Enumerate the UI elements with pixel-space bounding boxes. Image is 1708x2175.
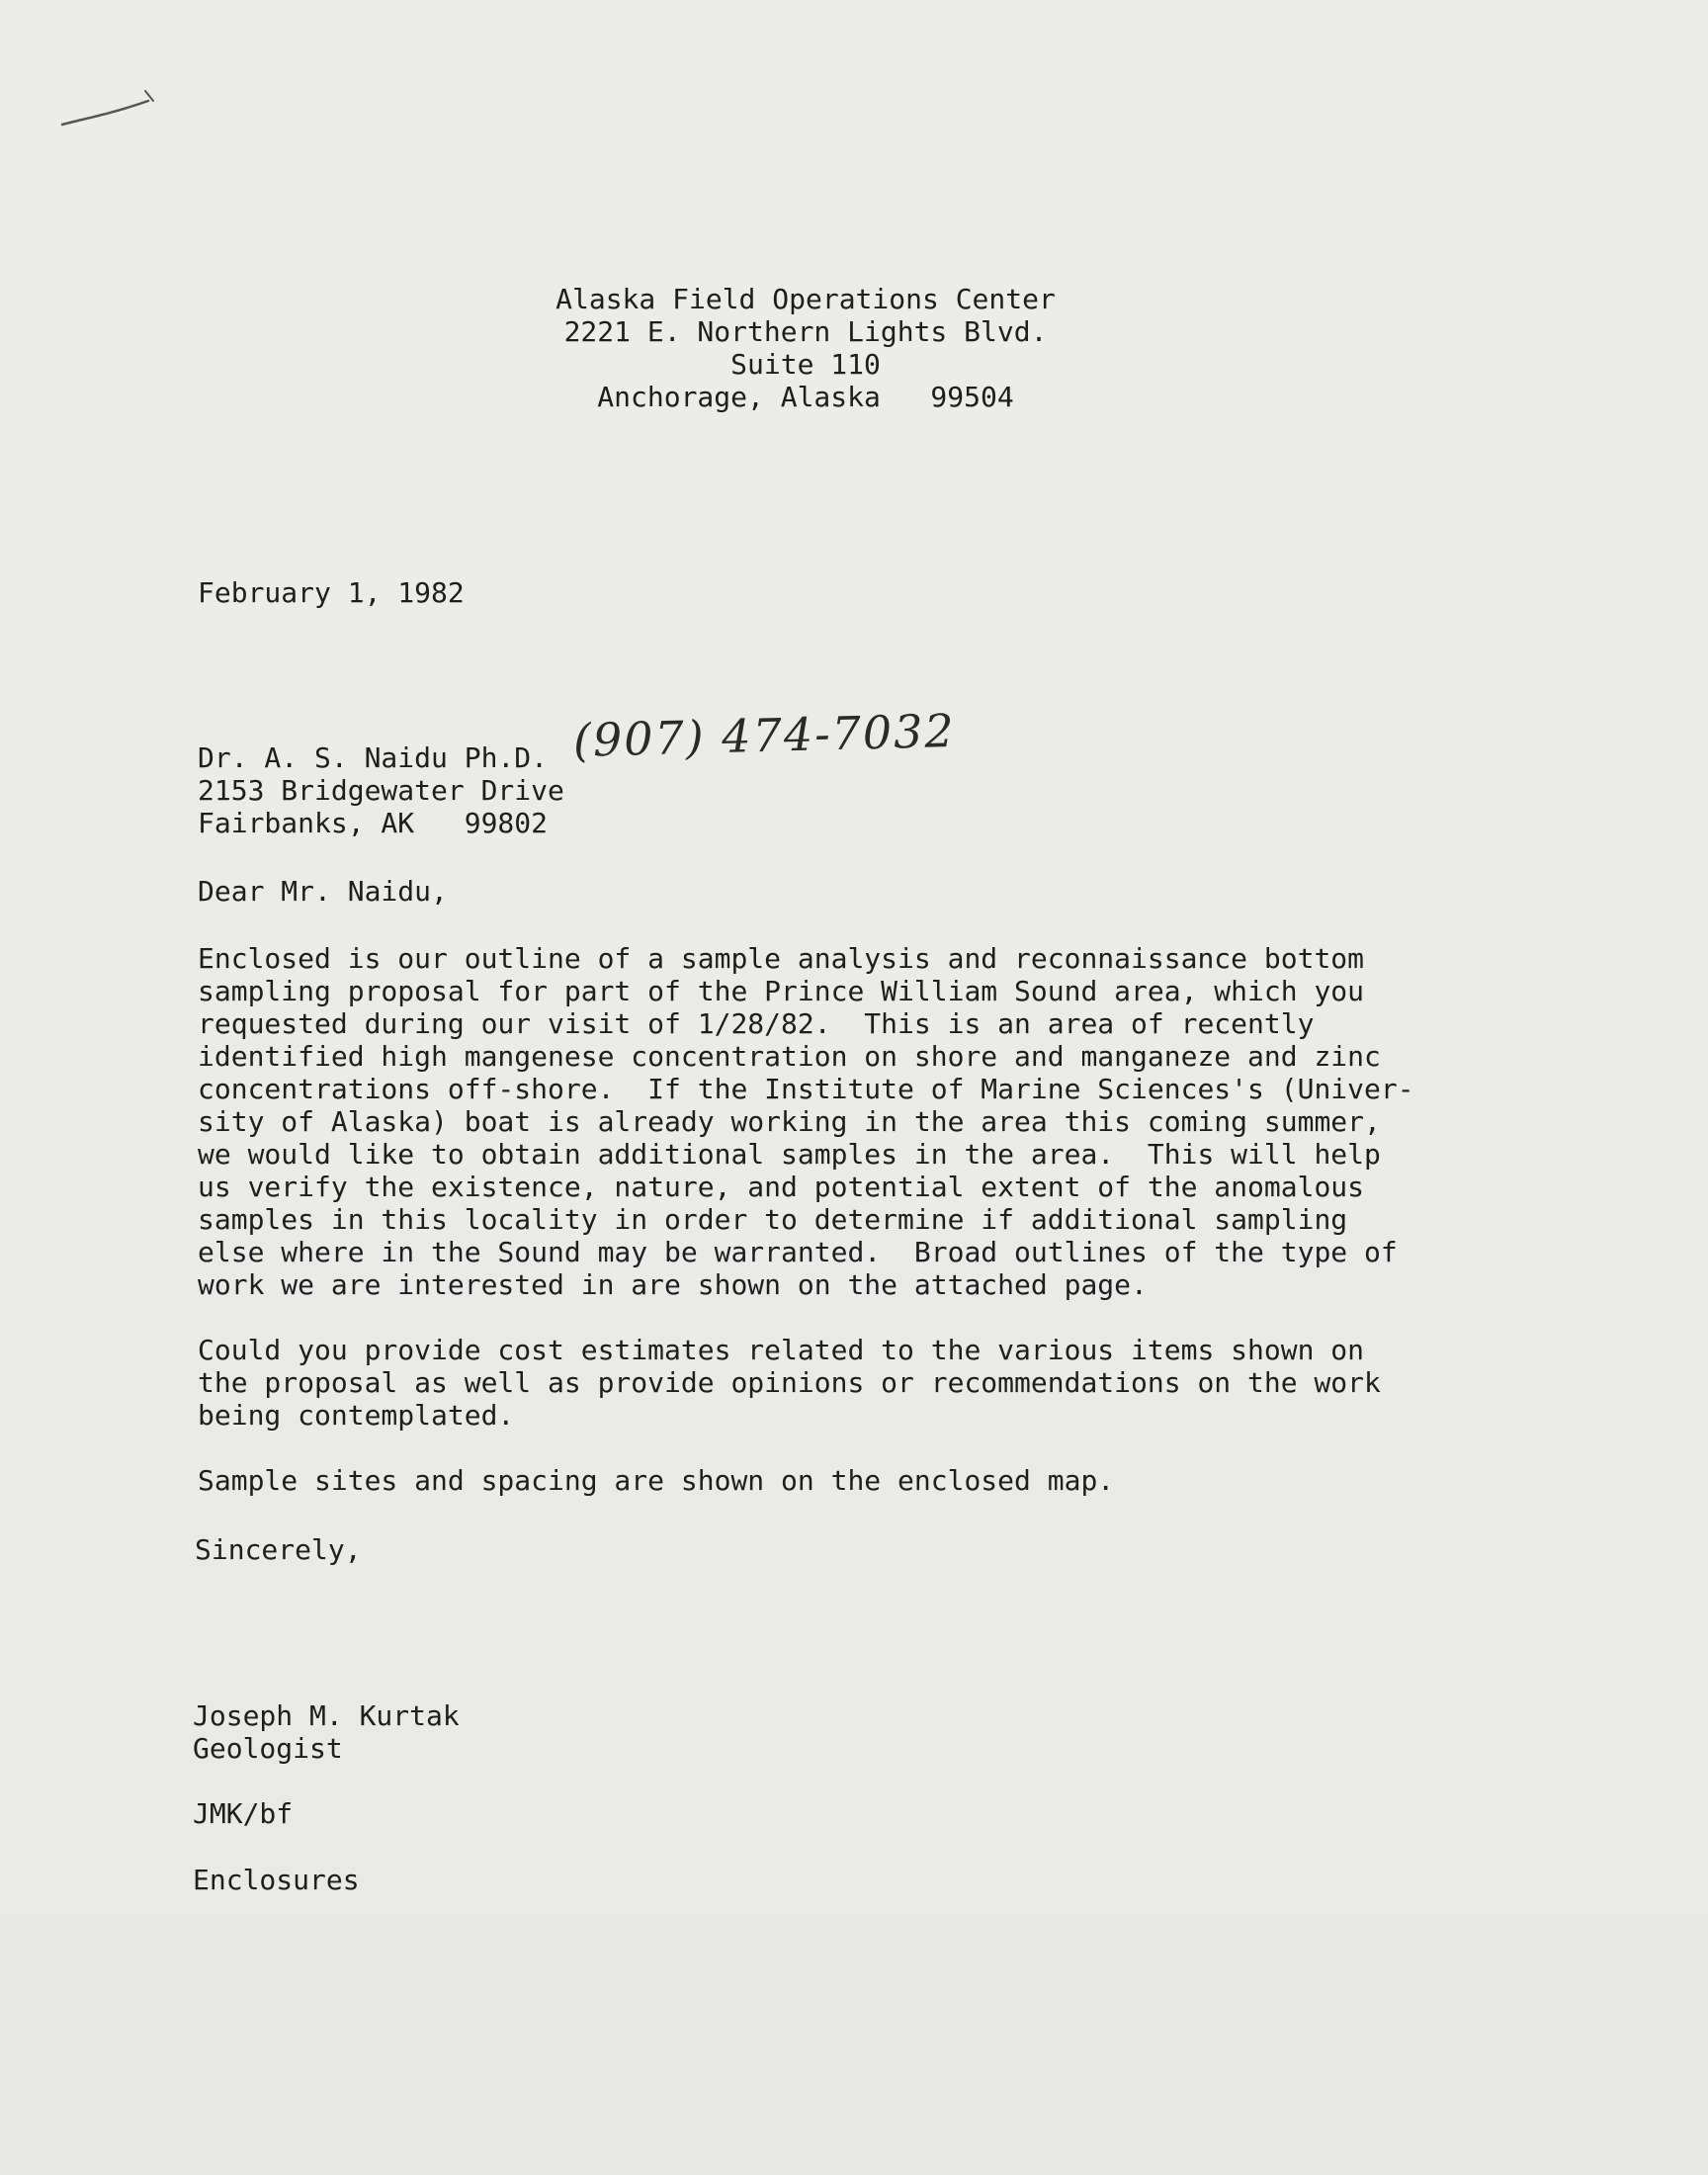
- signer-title: Geologist: [193, 1732, 343, 1765]
- body-paragraph-3: [198, 1464, 1483, 1497]
- body-line: Enclosed is our outline of a sample analysis and reconnaissance bottom: [198, 942, 1365, 975]
- initials-text: JMK/bf: [193, 1797, 294, 1830]
- date-text: February 1, 1982: [198, 576, 465, 609]
- letterhead-street: 2221 E. Northern Lights Blvd.: [563, 315, 1048, 348]
- enclosures-text: Enclosures: [193, 1864, 360, 1896]
- reference-initials: [193, 1797, 293, 1830]
- body-line: concentrations off-shore. If the Institute of Marine Sciences's (Univer-: [198, 1073, 1414, 1105]
- letter-date: [198, 576, 465, 609]
- letterhead: [494, 283, 1117, 413]
- body-line: being contemplated.: [198, 1399, 515, 1432]
- body-line: the proposal as well as provide opinions or recommendations on the work: [198, 1366, 1381, 1399]
- salutation-text: Dear Mr. Naidu,: [198, 875, 448, 908]
- recipient-address: [198, 741, 564, 839]
- letterhead-organization: Alaska Field Operations Center: [555, 283, 1056, 315]
- body-line: sampling proposal for part of the Prince William Sound area, which you: [198, 975, 1365, 1007]
- recipient-street: 2153 Bridgewater Drive: [198, 774, 564, 807]
- salutation: [198, 875, 448, 908]
- closing: [195, 1533, 362, 1566]
- recipient-city: Fairbanks, AK 99802: [198, 807, 549, 839]
- closing-text: Sincerely,: [195, 1533, 362, 1566]
- body-line: samples in this locality in order to determine if additional sampling: [198, 1203, 1348, 1236]
- letterhead-city: Anchorage, Alaska 99504: [597, 381, 1014, 413]
- signature-block: [193, 1699, 460, 1765]
- body-line: requested during our visit of 1/28/82. This is an area of recently: [198, 1007, 1315, 1040]
- body-paragraph-2: [198, 1334, 1483, 1432]
- body-line: Sample sites and spacing are shown on the enclosed map.: [198, 1464, 1115, 1497]
- letterhead-suite: Suite 110: [730, 348, 881, 381]
- body-line: else where in the Sound may be warranted. Broad outlines of the type of: [198, 1236, 1398, 1268]
- signer-name: Joseph M. Kurtak: [193, 1699, 460, 1732]
- body-line: us verify the existence, nature, and potential extent of the anomalous: [198, 1171, 1365, 1203]
- body-line: Could you provide cost estimates related to the various items shown on: [198, 1334, 1365, 1366]
- body-line: work we are interested in are shown on the attached page.: [198, 1268, 1148, 1301]
- body-line: sity of Alaska) boat is already working in the area this coming summer,: [198, 1105, 1381, 1138]
- handwritten-phone-number: (907) 474-7032: [572, 703, 957, 767]
- recipient-name: Dr. A. S. Naidu Ph.D.: [198, 741, 549, 774]
- pencil-mark: [54, 79, 163, 138]
- enclosures-note: [193, 1864, 360, 1896]
- letter-body: [198, 942, 1483, 1529]
- body-paragraph-1: [198, 942, 1483, 1301]
- body-line: identified high mangenese concentration on shore and manganeze and zinc: [198, 1040, 1381, 1073]
- body-line: we would like to obtain additional samples in the area. This will help: [198, 1138, 1381, 1171]
